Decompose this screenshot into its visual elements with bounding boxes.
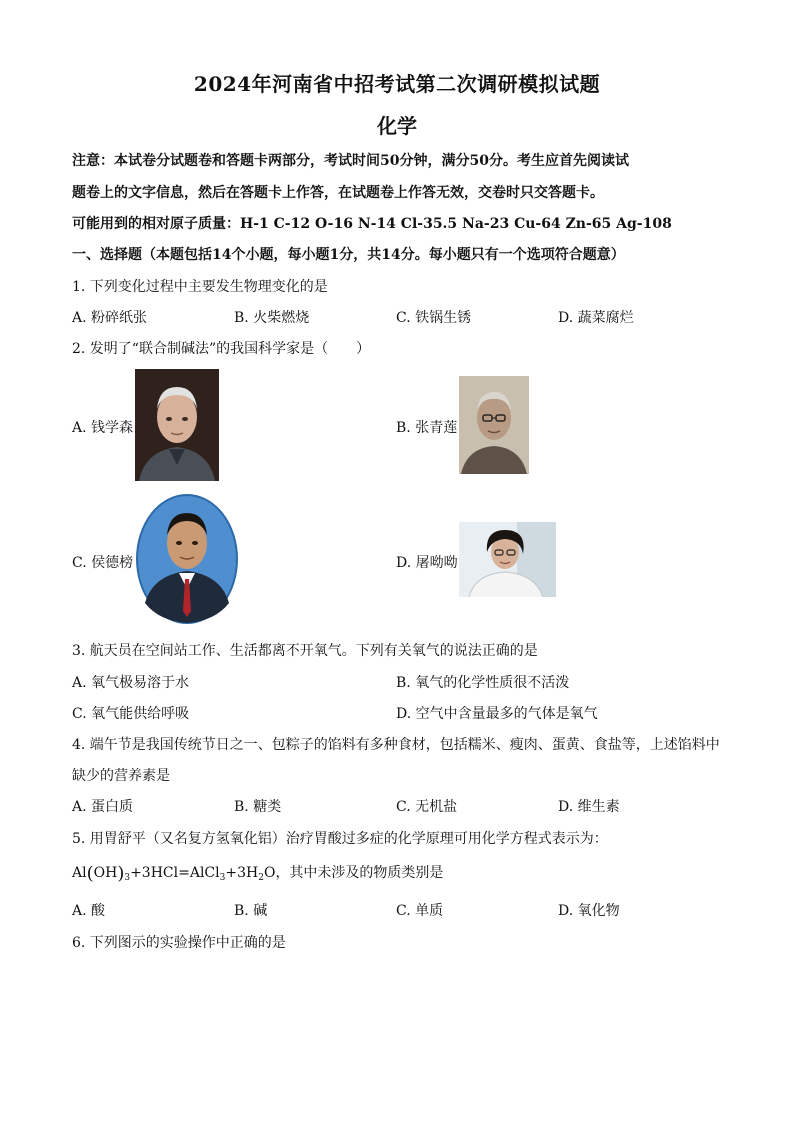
section-1-heading: 一、选择题（本题包括14个小题，每小题1分，共14分。每小题只有一个选项符合题意） — [72, 247, 625, 263]
question-4-option-d: D. 维生素 — [558, 799, 620, 815]
question-4-stem-line-1: 4. 端午节是我国传统节日之一、包粽子的馅料有多种食材，包括糯米、瘦肉、蛋黄、食盐等，上述馅料中 — [72, 737, 720, 753]
atomic-mass-line: 可能用到的相对原子质量：H-1 C-12 O-16 N-14 Cl-35.5 Na-23 Cu-64 Zn-65 Ag-108 — [72, 216, 672, 232]
scientist-photo-c — [135, 493, 239, 626]
question-3-option-a: A. 氧气极易溶于水 — [72, 675, 190, 691]
question-3-option-b: B. 氧气的化学性质很不活泼 — [396, 675, 570, 691]
question-5-equation-suffix: ，其中未涉及的物质类别是 — [275, 865, 444, 881]
question-4-option-a: A. 蛋白质 — [72, 799, 134, 815]
question-1-option-a: A. 粉碎纸张 — [72, 310, 148, 326]
scientist-photo-d — [459, 522, 556, 597]
notice-line-1: 注意：本试卷分试题卷和答题卡两部分，考试时间50分钟，满分50分。考生应首先阅读试 — [72, 153, 629, 169]
scientist-photo-b — [459, 376, 529, 474]
question-6-stem: 6. 下列图示的实验操作中正确的是 — [72, 935, 286, 951]
question-3-option-c: C. 氧气能供给呼吸 — [72, 706, 190, 722]
scientist-photo-a — [135, 369, 219, 481]
question-2-option-a: A. 钱学森 — [72, 420, 134, 436]
question-2-option-d: D. 屠呦呦 — [396, 555, 458, 571]
question-3-option-d: D. 空气中含量最多的气体是氧气 — [396, 706, 598, 722]
question-4-option-c: C. 无机盐 — [396, 799, 458, 815]
question-1-option-c: C. 铁锅生锈 — [396, 310, 472, 326]
question-2-option-b: B. 张青莲 — [396, 420, 458, 436]
notice-line-2: 题卷上的文字信息，然后在答题卡上作答，在试题卷上作答无效，交卷时只交答题卡。 — [72, 185, 604, 201]
question-4-option-b: B. 糖类 — [234, 799, 282, 815]
question-2-option-c: C. 侯德榜 — [72, 555, 134, 571]
question-5-option-b: B. 碱 — [234, 903, 268, 919]
question-1-stem: 1. 下列变化过程中主要发生物理变化的是 — [72, 279, 328, 295]
question-4-stem-line-2: 缺少的营养素是 — [72, 768, 170, 784]
exam-subject: 化学 — [377, 114, 417, 138]
chemical-equation: $Al(OH)_3+3HCl=AlCl_3+3H_2O$ — [72, 863, 276, 884]
question-5-option-c: C. 单质 — [396, 903, 444, 919]
question-1-option-b: B. 火柴燃烧 — [234, 310, 310, 326]
question-3-stem: 3. 航天员在空间站工作、生活都离不开氧气。下列有关氧气的说法正确的是 — [72, 643, 538, 659]
question-5-option-a: A. 酸 — [72, 903, 106, 919]
question-2-stem: 2. 发明了“联合制碱法”的我国科学家是（ ） — [72, 341, 371, 357]
exam-title: 2024年河南省中招考试第二次调研模拟试题 — [193, 72, 601, 96]
question-1-option-d: D. 蔬菜腐烂 — [558, 310, 634, 326]
question-5-equation-line — [72, 862, 443, 884]
question-5-stem: 5. 用胃舒平（又名复方氢氧化铝）治疗胃酸过多症的化学原理可用化学方程式表示为： — [72, 831, 608, 847]
question-5-option-d: D. 氧化物 — [558, 903, 620, 919]
